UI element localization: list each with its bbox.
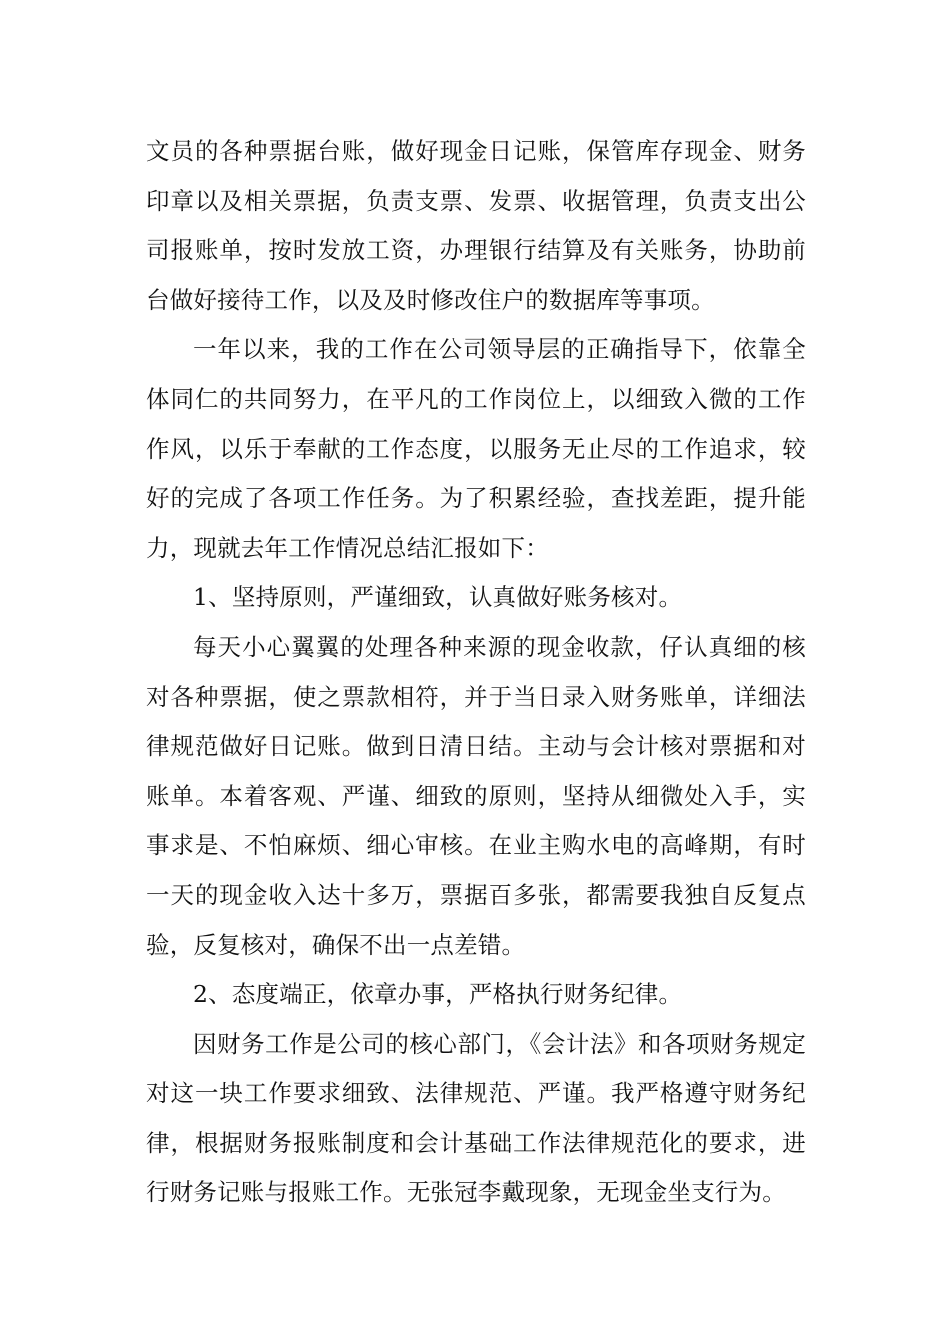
section-heading-1: 1、坚持原则，严谨细致，认真做好账务核对。 <box>193 583 683 612</box>
paragraph-intro: 一年以来，我的工作在公司领导层的正确指导下，依靠全体同仁的共同努力，在平凡的工作岗位上，以细致入微的工作作风，以乐于奉献的工作态度，以服务无止尽的工作追求，较好的完成了各项工作任务。为了积累经验，查找差距，提升能力，现就去年工作情况总结汇报如下： <box>146 335 806 562</box>
paragraph-continued: 文员的各种票据台账，做好现金日记账，保管库存现金、财务印章以及相关票据，负责支票、发票、收据管理，负责支出公司报账单，按时发放工资，办理银行结算及有关账务，协助前台做好接待工作，以及及时修改住户的数据库等事项。 <box>146 137 806 314</box>
document-body <box>146 127 806 1218</box>
paragraph-section-1: 每天小心翼翼的处理各种来源的现金收款，仔认真细的核对各种票据，使之票款相符，并于当日录入财务账单，详细法律规范做好日记账。做到日清日结。主动与会计核对票据和对账单。本着客观、严谨、细致的原则，坚持从细微处入手，实事求是、不怕麻烦、细心审核。在业主购水电的高峰期，有时一天的现金收入达十多万，票据百多张，都需要我独自反复点验，反复核对，确保不出一点差错。 <box>146 632 806 959</box>
paragraph-section-2: 因财务工作是公司的核心部门，《会计法》和各项财务规定对这一块工作要求细致、法律规范、严谨。我严格遵守财务纪律，根据财务报账制度和会计基础工作法律规范化的要求，进行财务记账与报账工作。无张冠李戴现象，无现金坐支行为。 <box>146 1029 806 1207</box>
section-heading-2: 2、态度端正，依章办事，严格执行财务纪律。 <box>193 980 683 1009</box>
